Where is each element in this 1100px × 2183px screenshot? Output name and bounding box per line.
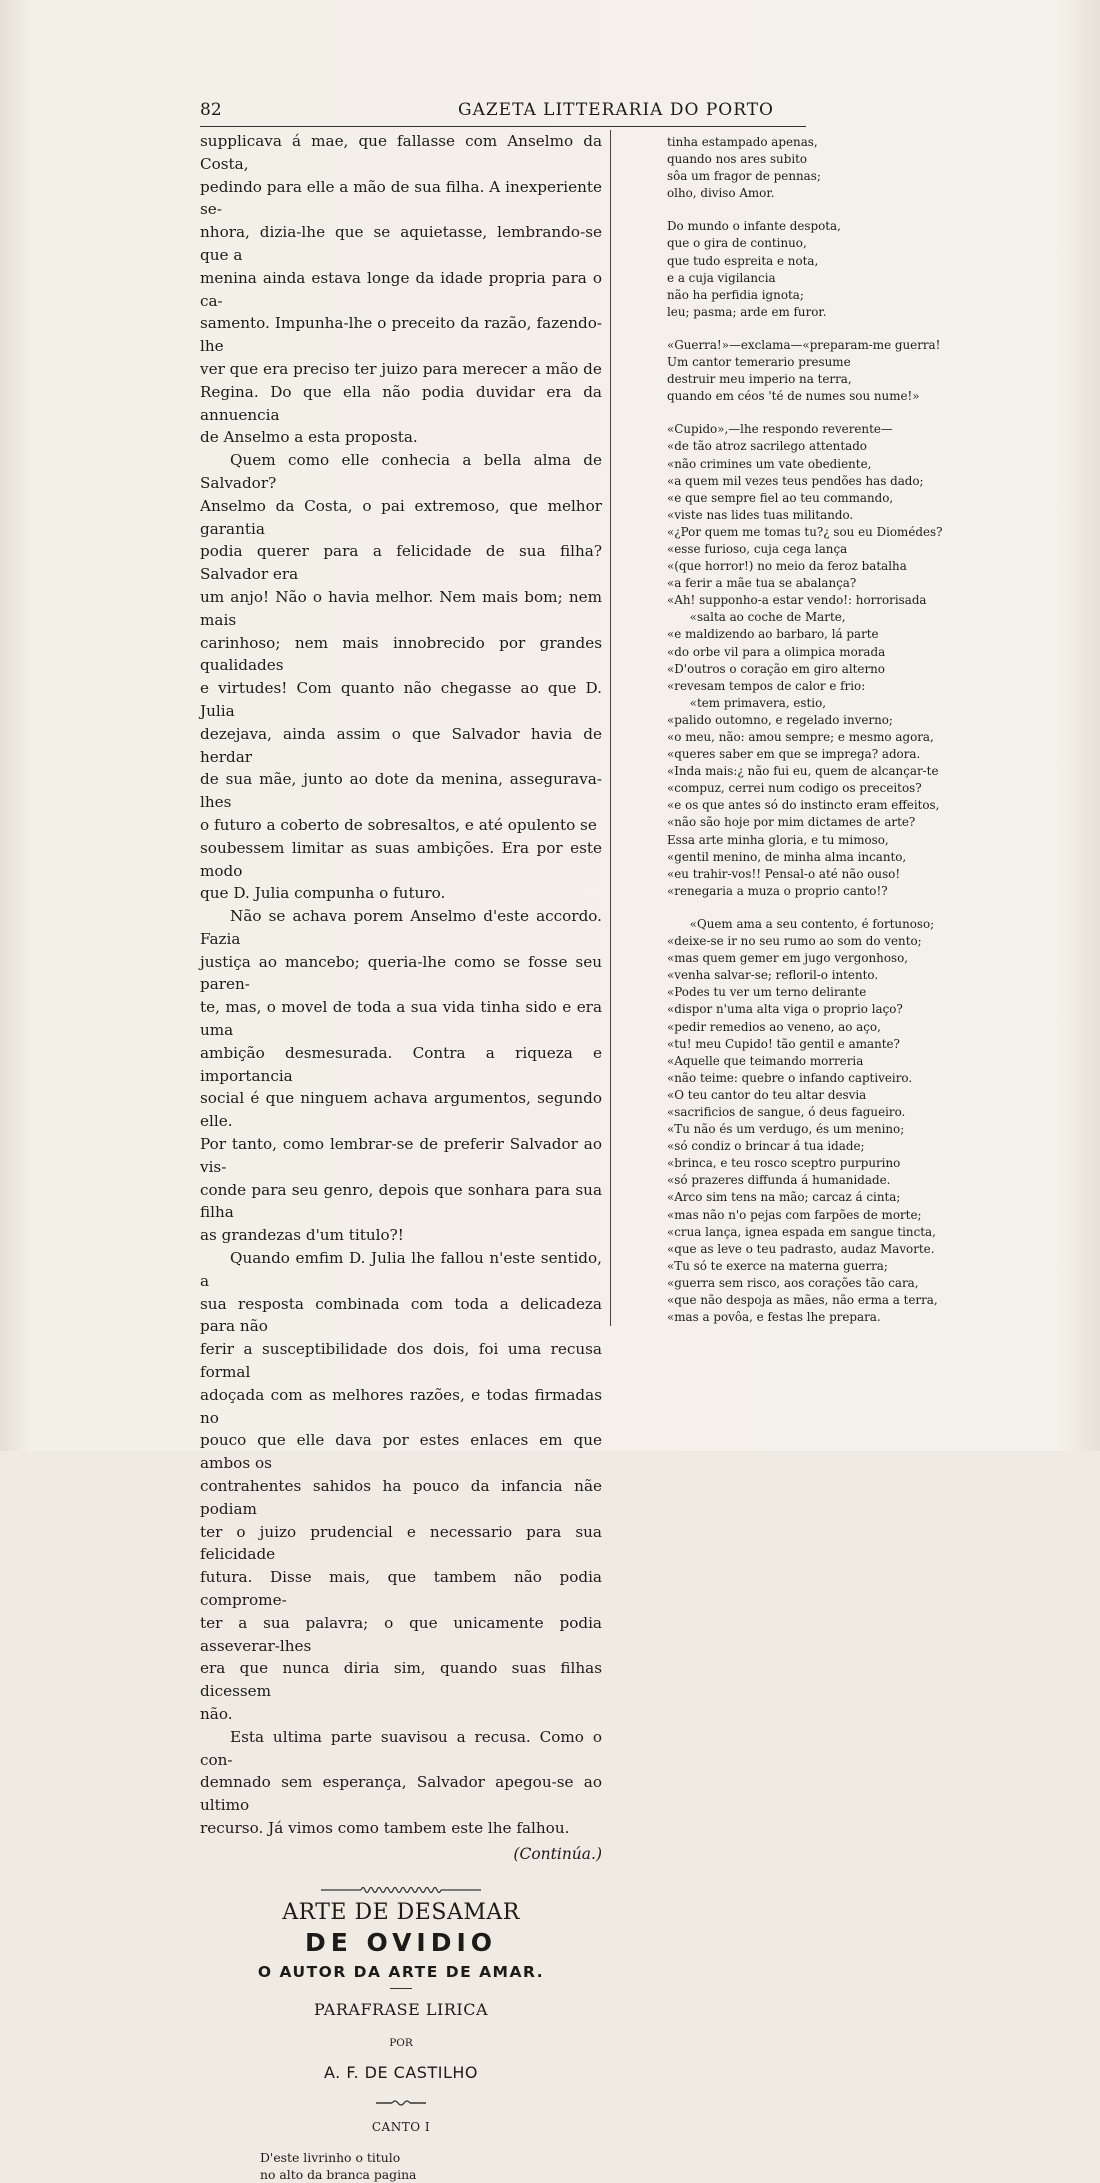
short-rule	[390, 1988, 412, 1989]
article-title: ARTE DE DESAMAR	[282, 1899, 520, 1925]
paragraph-5: Esta ultima parte suavisou a recusa. Como o con- demnado sem esperança, Salvador apegou-se ao ultimo recurso. Já vimos como tambem este lhe falhou.	[200, 1727, 602, 1837]
left-column	[200, 130, 602, 2183]
poem-stanza: tinha estampado apenas, quando nos ares subito sôa um fragor de pennas; olho, diviso Amor.	[667, 135, 821, 201]
poem-opening-lines: D'este livrinho o titulo no alto da branca pagina	[260, 2150, 417, 2183]
article-subtitle-autor: O AUTOR DA ARTE DE AMAR.	[257, 1963, 545, 1982]
poem-stanza: «Quem ama a seu contento, é fortunoso; «deixe-se ir no seu rumo ao som do vento; «mas quem gemer em jugo vergonhoso, «venha salvar-se; refloril-o intento. «Podes tu ver um terno delirante «dispor n'uma alta viga o proprio laço? «pedir remedios ao veneno, ao aço, «tu! meu Cupido! tão gentil e amante? «Aquelle que teimando morreria «não teime: quebre o infando captiveiro. «O teu cantor do teu altar desvia «sacrificios de sangue, ó deus fagueiro. «Tu não és um verdugo, és um menino; «só condiz o brincar á tua idade; «brinca, e teu rosco sceptro purpurino «só prazeres diffunda á humanidade. «Arco sim tens na mão; carcaz á cinta; «mas não n'o pejas com farpões de morte; «crua lança, ignea espada em sangue tincta, «que as leve o teu padrasto, audaz Mavorte. «Tu só te exerce na materna guerra; «guerra sem risco, aos corações tão cara, «que não despoja as mães, não erma a terra, «mas a povôa, e festas lhe prepara.	[667, 916, 938, 1325]
journal-title: GAZETA LITTERARIA DO PORTO	[458, 100, 774, 120]
poem-stanza: Do mundo o infante despota, que o gira de continuo, que tudo espreita e nota, e a cuja vigilancia não ha perfidia ignota; leu; pasma; arde em furor.	[667, 219, 841, 319]
continua-note: (Continúa.)	[513, 1844, 602, 1863]
page-header	[200, 100, 1000, 124]
canto-heading: CANTO I	[371, 2120, 431, 2135]
poem-stanza: «Cupido»,—lhe respondo reverente— «de tão atroz sacrilego attentado «não crimines um vate obediente, «a quem mil vezes teus pendões has dado; «e que sempre fiel ao teu commando, «viste nas lides tuas militando. «¿Por quem me tomas tu?¿ sou eu Diomédes? «esse furioso, cuja cega lança «(que horror!) no meio da feroz batalha «a ferir a mãe tua se abalança? «Ah! supponho-a estar vendo!: horrorisada «salta ao coche de Marte, «e maldizendo ao barbaro, lá parte «do orbe vil para a olimpica morada «D'outros o coração em giro alterno «revesam tempos de calor e frio: «tem primavera, estio, «palido outomno, e regelado inverno; «o meu, não: amou sempre; e mesmo agora, «queres saber em que se imprega? adora. «Inda mais:¿ não fui eu, quem de alcançar-te «compuz, cerrei num codigo os preceitos? «e os que antes só do instincto eram effeitos, «não são hoje por mim dictames de arte? Essa arte minha gloria, e tu mimoso, «gentil menino, de minha alma incanto, «eu trahir-vos!! Pensal-o até não ouso! «renegaria a muza o proprio canto!?	[667, 422, 943, 898]
article-genre: PARAFRASE LIRICA	[314, 1999, 488, 2019]
article-author: A. F. DE CASTILHO	[324, 2062, 478, 2082]
poem-stanza: «Guerra!»—exclama—«preparam-me guerra! Um cantor temerario presume destruir meu imperio na terra, quando em céos 'té de numes sou nume!»	[667, 337, 941, 404]
header-rule	[200, 126, 806, 127]
paragraph-4: Quando emfim D. Julia lhe fallou n'este sentido, a sua resposta combinada com toda a delicadeza para não ferir a susceptibilidade dos dois, foi uma recusa formal adoçada com as melhores razões, e todas firmadas no pouco que elle dava por estes enlaces em que ambos os contrahentes sahidos ha pouco da infancia nãe podiam ter o juizo prudencial e necessario para sua felicidade futura. Disse mais, que tambem não podia comprome- ter a sua palavra; o que unicamente podia asseverar-lhes era que nunca diria sim, quando suas filhas dicessem não.	[200, 1249, 602, 1723]
article-subtitle-ovidio: DE OVIDIO	[304, 1928, 498, 1958]
column-divider	[610, 130, 611, 1326]
paragraph-1: supplicava á mae, que fallasse com Anselmo da Costa, pedindo para elle a mão de sua filha. A inexperiente se- nhora, dizia-lhe que se aquietasse, lembrando-se que a menina ainda estava longe da idade propria para o ca- samento. Impunha-lhe o preceito da razão, fazendo-lhe ver que era preciso ter juizo para merecer a mão de Regina. Do que ella não podia duvidar era da annuencia de Anselmo a esta proposta.	[200, 132, 602, 447]
right-column	[667, 134, 1027, 1342]
page-number: 82	[200, 100, 222, 120]
paragraph-2: Quem como elle conhecia a bella alma de Salvador? Anselmo da Costa, o pai extremoso, que melhor garantia podia querer para a felicidade de sua filha? Salvador era um anjo! Não o havia melhor. Nem mais bom; nem mais carinhoso; nem mais innobrecido por grandes qualidades e virtudes! Com quanto não chegasse ao que D. Julia dezejava, ainda assim o que Salvador havia de herdar de sua mãe, junto ao dote da menina, asseguravа-lhes o futuro a coberto de sobresaltos, e até opulento se soubessem limitar as suas ambições. Era por este modo que D. Julia compunha o futuro.	[200, 451, 602, 903]
ornament-icon	[200, 2092, 602, 2104]
byline-por: POR	[389, 2036, 413, 2049]
paragraph-3: Não se achava porem Anselmo d'este accordo. Fazia justiça ao mancebo; queria-lhe como se fosse seu paren- te, mas, o movel de toda a sua vida tinha sido e era uma ambição desmesurada. Contra a riqueza e importancia social é que ninguem achava argumentos, segundo elle. Por tanto, como lembrar-se de preferir Salvador ao vis- conde para seu genro, depois que sonhara para sua filha as grandezas d'um titulo?!	[200, 907, 602, 1245]
wavy-divider-icon	[200, 1880, 602, 1894]
